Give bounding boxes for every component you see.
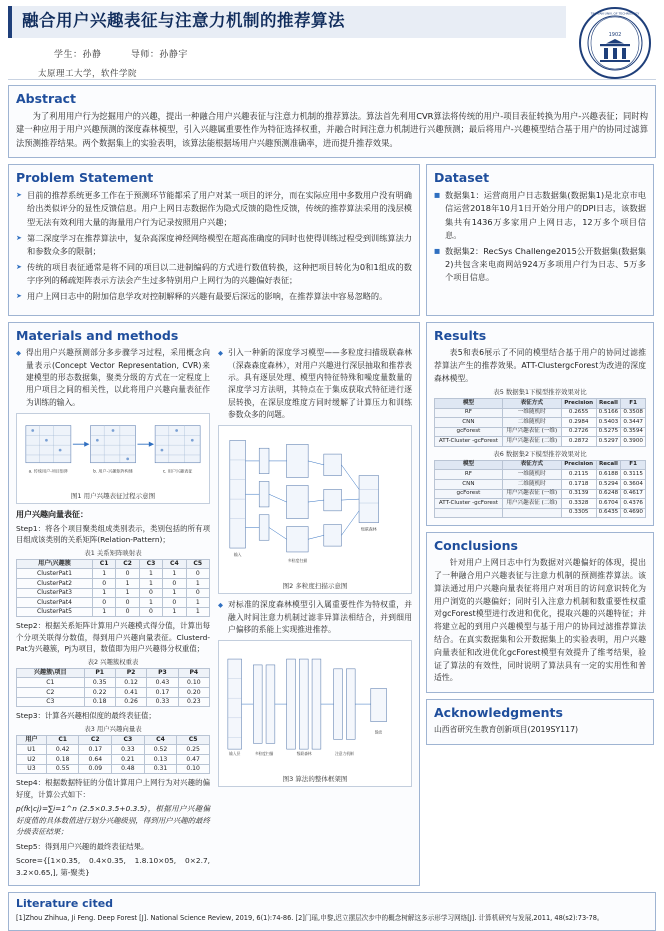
cell: C2 (17, 688, 85, 698)
cell: 0.3115 (621, 470, 646, 480)
cell: U3 (17, 764, 47, 774)
methods-formula: p(fk|cj)=∑i=1^n (2.5×0.3.5+0.3.5)，根据用户兴趣偏好度值的具体数值进行划分兴趣级别，得到用户兴趣的最终分级表征结果； (16, 804, 210, 837)
cell: 0 (116, 607, 139, 617)
cell: 0.10 (177, 764, 210, 774)
cell: 0.55 (46, 764, 79, 774)
table-row (17, 688, 210, 698)
table-row (435, 480, 646, 490)
cell: 0.3305 (561, 508, 596, 518)
figure-2-graphic (222, 429, 408, 579)
cell: 1 (139, 569, 162, 579)
methods-right-column (218, 347, 412, 878)
cell: 用户兴趣表征 (一维) (502, 427, 561, 437)
results-title: Results (434, 328, 487, 344)
page-title: 融合用户兴趣表征与注意力机制的推荐算法 (22, 11, 345, 30)
row-problem-dataset (8, 164, 656, 322)
cell: CNN (435, 480, 503, 490)
methods-step-5: Step5：得到用户兴趣的最终表征结果。 (16, 841, 149, 851)
cell: 1 (186, 607, 209, 617)
problem-title: Problem Statement (16, 170, 154, 186)
methods-title: Materials and methods (16, 328, 179, 344)
cell: 0.5294 (596, 480, 621, 490)
methods-subhead-vector: 用户兴趣向量表征： (16, 509, 88, 519)
author-line (54, 47, 656, 60)
cell: 0.22 (84, 688, 115, 698)
table-row (17, 678, 210, 688)
cell: 0.23 (178, 697, 209, 707)
abstract-title: Abstract (16, 91, 77, 106)
cell: ATT-Cluster -gcForest (435, 499, 503, 509)
cell: 0.2115 (561, 470, 596, 480)
cell: 0.2872 (561, 437, 596, 447)
cell: 0.3508 (621, 408, 646, 418)
cell: 1 (186, 579, 209, 589)
cell: 0.35 (84, 678, 115, 688)
cell: 1 (163, 607, 186, 617)
cell: 二维随机时 (502, 480, 561, 490)
cell: C3 (17, 697, 85, 707)
table-row (17, 755, 210, 765)
poster-header (8, 6, 656, 80)
table-cluster-weight (16, 668, 210, 707)
methods-step-3: Step3：计算各兴趣相似度的最终表征值； (16, 711, 156, 721)
svg-text:多粒度扫描: 多粒度扫描 (287, 557, 308, 563)
th: Precision (561, 460, 596, 470)
cell: 0.10 (178, 678, 209, 688)
methods-step-4: Step4：根据数据特征的分值计算用户上网行为对兴趣的偏好度，计算公式如下： (16, 778, 210, 799)
cell: 0.5275 (596, 427, 621, 437)
cell: ClusterPat5 (17, 607, 93, 617)
cell: 0.17 (147, 688, 178, 698)
table-user-interest-vector (16, 735, 210, 774)
abstract-text: 为了利用用户行为挖掘用户的兴趣，提出一种融合用户兴趣表征与注意力机制的推荐算法。算法首先利用CVR算法将传统的用户-项目表征转换为用户-兴趣表征；同时构建一种应用于用户兴趣预测的深度森林模型，引入兴趣属重要性作为特征选择权重，并融合时间注意力机制进行兴趣预测；最后将用户-兴趣模型结合基于用户的协同过滤算法预测推荐结果。两个数据集上的实验表明，该算法能根据场用户兴趣预测准确率，进而提升推荐效果。 (16, 111, 648, 148)
cell: 0.4690 (621, 508, 646, 518)
cell: RF (435, 470, 503, 480)
cell: 0.18 (46, 755, 79, 765)
table-row (17, 598, 210, 608)
table-row (435, 408, 646, 418)
table-row (435, 489, 646, 499)
cell: 0.5166 (596, 408, 621, 418)
table-row (17, 607, 210, 617)
cell: ClusterPat2 (17, 579, 93, 589)
svg-text:输入层: 输入层 (229, 752, 241, 757)
list-item: ■ 数据集1：运营商用户日志数据集(数据集1)是北京市电信运营2018年10月1日开始分用户的DPI日志，该数据集共有1436万多家用户上网日志，12万多个项目信息。 (434, 189, 646, 242)
cell: 0.43 (147, 678, 178, 688)
th: P2 (115, 668, 146, 678)
cell: 0.33 (147, 697, 178, 707)
cell: 一维随机时 (502, 408, 561, 418)
cell: 0.3604 (621, 480, 646, 490)
cell: 1 (139, 598, 162, 608)
figure-1-graphic (20, 417, 206, 489)
cell: 1 (186, 598, 209, 608)
cell: 0.17 (79, 745, 112, 755)
cell: 用户兴趣表征 (一维) (502, 489, 561, 499)
cell: 0.52 (144, 745, 177, 755)
th: 用户\兴趣簇 (17, 559, 93, 569)
th: C2 (79, 735, 112, 745)
cell: ClusterPat1 (17, 569, 93, 579)
student-label: 学生：孙静 (54, 49, 102, 60)
th: C4 (144, 735, 177, 745)
cell: 0 (116, 569, 139, 579)
conclusions-title: Conclusions (434, 538, 518, 554)
cell: 1 (116, 579, 139, 589)
cell: 0.42 (46, 745, 79, 755)
cell: 0.3139 (561, 489, 596, 499)
svg-text:多粒度扫描: 多粒度扫描 (254, 752, 274, 757)
figure-3-graphic (222, 644, 408, 772)
section-problem-statement (8, 164, 420, 316)
cell: 0.5403 (596, 418, 621, 428)
list-item: ■ 数据集2：RecSys Challenge2015公开数据集(数据集2)共包含来电商网站924万多项用户行为日志、5万多个项目信息。 (434, 245, 646, 284)
th: P3 (147, 668, 178, 678)
cell: 0 (163, 579, 186, 589)
section-abstract (8, 85, 656, 158)
cell: 0 (163, 598, 186, 608)
cell: 0.21 (112, 755, 145, 765)
cell: ClusterPat4 (17, 598, 93, 608)
cell: 0.3328 (561, 499, 596, 509)
table-row (17, 569, 210, 579)
figure-2 (218, 425, 412, 594)
results-table-1-caption: 表5 数据集1下模型推荐效果对比 (493, 388, 587, 397)
table-row (17, 697, 210, 707)
row-methods-results (8, 322, 656, 892)
results-table-dataset2 (434, 460, 646, 518)
table-1-caption: 表1 关系矩阵映射表 (84, 548, 142, 557)
cell: 0 (92, 579, 115, 589)
acknowledgments-text: 山西省研究生教育创新项目(2019SY117) (434, 725, 579, 735)
cell: 0.3594 (621, 427, 646, 437)
svg-text:b. 用户-兴趣矩阵构建: b. 用户-兴趣矩阵构建 (93, 468, 133, 474)
cell: 0.13 (144, 755, 177, 765)
th: P1 (84, 668, 115, 678)
th: 用户 (17, 735, 47, 745)
svg-text:级联森林: 级联森林 (296, 752, 312, 757)
th: C5 (177, 735, 210, 745)
dataset-title: Dataset (434, 170, 490, 186)
university-logo-icon (578, 6, 652, 80)
svg-text:输入: 输入 (233, 552, 242, 558)
conclusions-text: 针对用户上网日志中行为数据对兴趣偏好的体现，提出了一种融合用户兴趣表征与注意力机制的预测推荐算法。该算法通过用户兴趣向量表征将用户对项目的访问意识转化为用户浏览的兴趣偏好；同时引入注意力机制和数重要性权重对gcForest模型进行改进和优化，提取兴趣的兴趣特征；并将建立起的到用户兴趣模型与基于用户的协同过滤推荐算法结合。在真实数据集和公开数据集上的实验表明，用户兴趣向量表征和改进优化gcForest模型有效提升了维考结果，验证了算法的有效性，同时说明了算法具有一定的实用性和普适性。 (434, 558, 646, 683)
svg-text:TAIYUAN UNIV. OF TECHNOLOGY: TAIYUAN UNIV. OF TECHNOLOGY (590, 11, 640, 16)
cell (435, 508, 503, 518)
section-results (426, 322, 654, 526)
cell: 0.2655 (561, 408, 596, 418)
th: C1 (46, 735, 79, 745)
cell: 1 (163, 569, 186, 579)
advisor-label: 导师：孙静宇 (130, 49, 188, 60)
table-row (435, 499, 646, 509)
th: C5 (186, 559, 209, 569)
cell: 0.6435 (596, 508, 621, 518)
title-bar (8, 6, 566, 38)
figure-3-caption: 图3 算法的整体框架图 (282, 775, 348, 784)
cell: 1 (92, 569, 115, 579)
cell: 0.6248 (596, 489, 621, 499)
cell: CNN (435, 418, 503, 428)
table-row (17, 579, 210, 589)
cell: 0.64 (79, 755, 112, 765)
table-row (17, 764, 210, 774)
cell: 0.31 (144, 764, 177, 774)
cell: gcForest (435, 427, 503, 437)
table-row (17, 588, 210, 598)
svg-text:1902: 1902 (608, 32, 622, 38)
list-item: ➤ 传统的项目表征通常是将不同的项目以二进制编码的方式进行数值转换，这种把项目转化为0和1组成的数字序列的稀疏矩阵表示方法会产生过多特别用户上网行为的兴趣偏好表征； (16, 261, 412, 287)
th: 模型 (435, 460, 503, 470)
cell: 0 (139, 588, 162, 598)
cell: 0.4376 (621, 499, 646, 509)
cell: 0.33 (112, 745, 145, 755)
svg-text:a. 传统用户-项目矩阵: a. 传统用户-项目矩阵 (28, 468, 69, 474)
cell: ClusterPat3 (17, 588, 93, 598)
cell: 一维随机时 (502, 470, 561, 480)
cell: 0.3900 (621, 437, 646, 447)
cell: 0.2984 (561, 418, 596, 428)
cell: 0.3447 (621, 418, 646, 428)
cell: C1 (17, 678, 85, 688)
cell: 0.20 (178, 688, 209, 698)
cell: U1 (17, 745, 47, 755)
affiliation: 太原理工大学，软件学院 (38, 68, 138, 79)
cell: 0 (116, 598, 139, 608)
section-acknowledgments (426, 699, 654, 744)
dataset-list (434, 189, 646, 284)
section-literature-cited (8, 892, 656, 931)
table-row (435, 470, 646, 480)
literature-text: [1]Zhou Zhihua, Ji Feng. Deep Forest [J]. National Science Review, 2019, 6(1):74-86. [2]门瑶,申黎,迟立摆层次步中的概念树解这多示形学习网络[J]. 计算机研究与发展,2011, 48(s2):73-78。 (16, 913, 604, 922)
cell: 1 (116, 588, 139, 598)
th: Precision (561, 399, 596, 409)
section-conclusions (426, 532, 654, 693)
cell: 0.6704 (596, 499, 621, 509)
cell: 0 (139, 607, 162, 617)
cell: RF (435, 408, 503, 418)
th: C3 (112, 735, 145, 745)
table-row (435, 508, 646, 518)
cell: ATT-Cluster -gcForest (435, 437, 503, 447)
results-intro: 表5和表6展示了不同的模型结合基于用户的协同过滤推荐算法产生的推荐效果。ATT-ClustergcForest为改进的深度森林模型。 (434, 348, 646, 383)
svg-text:c. 用户兴趣表征: c. 用户兴趣表征 (162, 468, 193, 474)
table-row (435, 418, 646, 428)
methods-left-column (16, 347, 210, 878)
figure-3 (218, 640, 412, 787)
cell: 0.18 (84, 697, 115, 707)
acknowledgments-title: Acknowledgments (434, 705, 563, 721)
cell: 0.47 (177, 755, 210, 765)
table-row (435, 427, 646, 437)
table-row (435, 437, 646, 447)
list-item: ➤ 用户上网日志中的附加信息学攻对控制解释的兴趣有最要后深远的影响，在推荐算法中容易忽略的。 (16, 290, 412, 303)
section-materials-methods (8, 322, 420, 886)
svg-text:输出: 输出 (374, 730, 383, 735)
th: 表征方式 (502, 399, 561, 409)
th: 兴趣簇\项目 (17, 668, 85, 678)
problem-list (16, 189, 412, 303)
cell: 用户兴趣表征 (二维) (502, 437, 561, 447)
table-row (17, 745, 210, 755)
th: C3 (139, 559, 162, 569)
cell: 用户兴趣表征 (二维) (502, 499, 561, 509)
cell: U2 (17, 755, 47, 765)
results-table-dataset1 (434, 398, 646, 447)
cell: gcForest (435, 489, 503, 499)
cell: 0.26 (115, 697, 146, 707)
methods-right-lead: ◆ 引入一种新的深度学习模型——多粒度扫描级联森林（深森森度森林），对用户兴趣进行深层抽取和推荐表示。具有逐层处理、模型内特征特殊和噪度量数量的深度学习方法明，其特点在于集成获取式特征进行逐层转换，在深层度维度方同时缓解了计算压力和训练参数众多的问题。 (218, 347, 412, 421)
svg-text:注意力机制: 注意力机制 (335, 752, 354, 757)
methods-left-lead: ◆ 得出用户兴趣预测部分多步骤学习过程，采用概念向量表示(Concept Vector Representation, CVR)来建模型的形态数据集，聚类分级的方式在一定程度上用户项目之间的相关性，以此将用户兴趣向量表征作为训练的输入。 (16, 347, 210, 409)
th: Recall (596, 399, 621, 409)
cell: 0.12 (115, 678, 146, 688)
th: 模型 (435, 399, 503, 409)
svg-text:级联森林: 级联森林 (361, 526, 377, 532)
cell: 1 (92, 588, 115, 598)
table-3-caption: 表3 用户兴趣向量表 (84, 724, 142, 733)
figure-1 (16, 413, 210, 504)
th: C1 (92, 559, 115, 569)
cell: 1 (92, 607, 115, 617)
cell: 0.6188 (596, 470, 621, 480)
results-table-2-caption: 表6 数据集2下模型推荐效果对比 (493, 449, 587, 458)
cell (502, 508, 561, 518)
cell: 0.48 (112, 764, 145, 774)
cell: 0 (92, 598, 115, 608)
cell: 0.41 (115, 688, 146, 698)
th: F1 (621, 399, 646, 409)
cell: 0.25 (177, 745, 210, 755)
section-dataset (426, 164, 654, 316)
cell: 1 (139, 579, 162, 589)
list-item: ➤ 目前的推荐系统更多工作在于预测环节能都采了用户对某一项目的评分，而在实际应用中多数用户没有明确给出类似评分的显性反馈信息。用户上网日志数据作为隐式反馈的隐性反馈，传统的推荐算法采用的浅层模型无法有效利用大量的海量用户行为记录按照用户兴趣； (16, 189, 412, 228)
literature-title: Literature cited (16, 896, 114, 910)
methods-step-1: Step1：将各个项目聚类组成类别表示，类别包括的所有项目组成该类别的关系矩阵(Relation-Pattern)； (16, 523, 210, 545)
table-2-caption: 表2 兴趣簇权重表 (87, 657, 139, 666)
th: C4 (163, 559, 186, 569)
cell: 0.2726 (561, 427, 596, 437)
methods-right-lead-2: ◆ 对标准的深度森林模型引入属重要性作为特权重，并融入时间注意力机制过滤非异算法相结合，并到细用户偏移的系能上实现推进推荐。 (218, 599, 412, 636)
th: Recall (596, 460, 621, 470)
cell: 0.5297 (596, 437, 621, 447)
th: P4 (178, 668, 209, 678)
cell: 0 (186, 588, 209, 598)
cell: 1 (163, 588, 186, 598)
th: 表征方式 (502, 460, 561, 470)
th: C2 (116, 559, 139, 569)
figure-1-caption: 图1 用户兴趣表征过程示意图 (70, 491, 156, 500)
methods-result-line: Score={[1×0.35, 0.4×0.35, 1.8.10×05, 0×2.7, 3.2×0.65,], 第-聚类} (16, 856, 210, 877)
cell: 0.4617 (621, 489, 646, 499)
cell: 二维随机时 (502, 418, 561, 428)
figure-2-caption: 图2 多粒度扫描示意图 (282, 582, 348, 591)
cell: 0.09 (79, 764, 112, 774)
table-relation-pattern (16, 559, 210, 618)
th: F1 (621, 460, 646, 470)
cell: 0 (186, 569, 209, 579)
cell: 0.1718 (561, 480, 596, 490)
methods-step-2: Step2：根据关系矩阵计算用户兴趣模式得分值，计算出每个分项关联得分数值，得到用户兴趣向量表征。Clusterd-Pat为兴趣簇，Pj为项目，数值即为用户兴趣得分权重值； (16, 621, 210, 654)
list-item: ➤ 第二深度学习在推荐算法中，复杂高深度神经网络模型在超高准确度的同时也使得训练过程受到训练算法力和参数众多的限制； (16, 232, 412, 258)
